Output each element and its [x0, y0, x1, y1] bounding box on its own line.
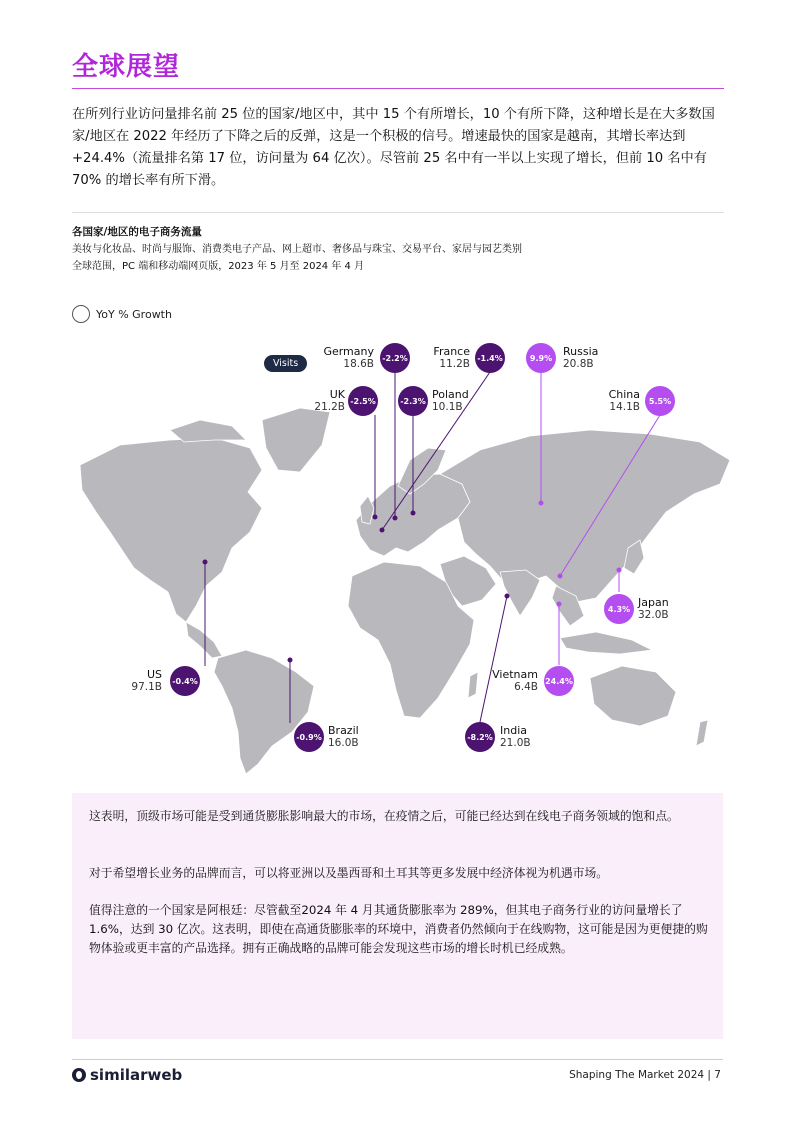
visits-tooltip-pill: Visits	[264, 355, 307, 372]
insight-paragraph-1: 这表明，顶级市场可能是受到通货膨胀影响最大的市场，在疫情之后，可能已经达到在线电子商务领域的饱和点。	[89, 809, 679, 823]
brazil-point	[288, 658, 293, 663]
poland-growth-bubble: -2.3%	[398, 386, 428, 416]
japan-point	[617, 568, 622, 573]
country-visits: 6.4B	[514, 681, 538, 693]
uk-point	[373, 515, 378, 520]
brazil-growth-bubble: -0.9%	[294, 722, 324, 752]
us-growth-bubble: -0.4%	[170, 666, 200, 696]
country-name: UK	[329, 388, 345, 401]
north-america-shape	[80, 438, 262, 622]
country-visits: 32.0B	[638, 609, 669, 621]
arctic-islands-shape	[170, 420, 246, 442]
india-growth-bubble: -8.2%	[465, 722, 495, 752]
country-name: Russia	[563, 345, 599, 358]
vietnam-label	[470, 668, 538, 694]
country-visits: 20.8B	[563, 358, 594, 370]
indonesia-shape	[560, 632, 652, 654]
country-name: Germany	[323, 345, 374, 358]
country-visits: 21.0B	[500, 737, 531, 749]
poland-point	[411, 511, 416, 516]
us-label	[110, 668, 162, 694]
similarweb-logo	[72, 1066, 182, 1084]
india-point	[505, 594, 510, 599]
footer-divider	[72, 1059, 723, 1060]
russia-growth-bubble: 9.9%	[526, 343, 556, 373]
insight-paragraph-3: 值得注意的一个国家是阿根廷：尽管截至2024 年 4 月其通货膨胀率为 289%，但其电子商务行业的访问量增长了 1.6%，达到 30 亿次。这表明，即使在高通货膨胀率的环境中，消费者仍然倾向于在线购物，这可能是因为更便捷的购物体验或更丰富的产品选择。拥有正确战略的品牌可能会发现这些市场的增长时机已经成熟。	[89, 903, 708, 955]
india-shape	[500, 570, 540, 616]
france-growth-bubble: -1.4%	[475, 343, 505, 373]
vietnam-point	[557, 602, 562, 607]
greenland-shape	[262, 408, 330, 472]
australia-shape	[590, 666, 676, 726]
insight-paragraph-2: 对于希望增长业务的品牌而言，可以将亚洲以及墨西哥和土耳其等更多发展中经济体视为机遇市场。	[89, 866, 609, 880]
germany-label	[300, 345, 374, 371]
central-america-shape	[186, 622, 222, 658]
chart-subtitle-categories: 美妆与化妆品、时尚与服饰、消费类电子产品、网上超市、奢侈品与珠宝、交易平台、家居与园艺类别	[72, 244, 522, 255]
country-name: US	[146, 668, 162, 681]
russia-label	[563, 345, 598, 371]
country-name: Japan	[638, 596, 669, 609]
russia-point	[539, 501, 544, 506]
logo-wordmark: similarweb	[90, 1066, 183, 1084]
chart-heading: 各国家/地区的电子商务流量	[72, 226, 202, 238]
france-point	[380, 528, 385, 533]
country-visits: 14.1B	[609, 401, 640, 413]
china-point	[558, 574, 563, 579]
us-point	[203, 560, 208, 565]
country-name: France	[433, 345, 470, 358]
vietnam-growth-bubble: 24.4%	[544, 666, 574, 696]
section-divider	[72, 212, 724, 213]
uk-label	[300, 388, 345, 414]
country-name: Vietnam	[492, 668, 538, 681]
legend-label: YoY % Growth	[96, 307, 172, 321]
chart-subtitle-scope: 全球范围，PC 端和移动端网页版，2023 年 5 月至 2024 年 4 月	[72, 261, 365, 272]
similarweb-logo-icon	[72, 1068, 86, 1082]
country-name: China	[608, 388, 640, 401]
japan-growth-bubble: 4.3%	[604, 594, 634, 624]
country-visits: 21.2B	[314, 401, 345, 413]
title-divider	[72, 88, 724, 89]
country-visits: 18.6B	[343, 358, 374, 370]
germany-point	[393, 516, 398, 521]
page-title: 全球展望	[72, 52, 181, 82]
country-name: Brazil	[328, 724, 359, 737]
country-visits: 11.2B	[439, 358, 470, 370]
country-name: Poland	[432, 388, 469, 401]
country-visits: 16.0B	[328, 737, 359, 749]
south-america-shape	[214, 650, 314, 774]
japan-label	[638, 596, 669, 622]
india-label	[500, 724, 531, 750]
china-label	[590, 388, 640, 414]
country-visits: 10.1B	[432, 401, 463, 413]
china-growth-bubble: 5.5%	[645, 386, 675, 416]
country-name: India	[500, 724, 527, 737]
brazil-label	[328, 724, 359, 750]
new-zealand-shape	[696, 720, 708, 746]
country-visits: 97.1B	[131, 681, 162, 693]
france-label	[400, 345, 470, 371]
india-leader-line	[480, 596, 507, 722]
germany-growth-bubble: -2.2%	[380, 343, 410, 373]
uk-growth-bubble: -2.5%	[348, 386, 378, 416]
poland-label	[432, 388, 469, 414]
intro-paragraph: 在所列行业访问量排名前 25 位的国家/地区中，其中 15 个有所增长，10 个有所下降，这种增长是在大多数国家/地区在 2022 年经历了下降之后的反弹，这是一个积极的信号。增速最快的国家是越南，其增长率达到 +24.4%（流量排名第 17 位，访问量为 64 亿次）。尽管前 25 名中有一半以上实现了增长，但前 10 名中有 70% 的增长率有所下滑。	[72, 107, 715, 188]
footer-page-info: Shaping The Market 2024 | 7	[569, 1069, 721, 1081]
